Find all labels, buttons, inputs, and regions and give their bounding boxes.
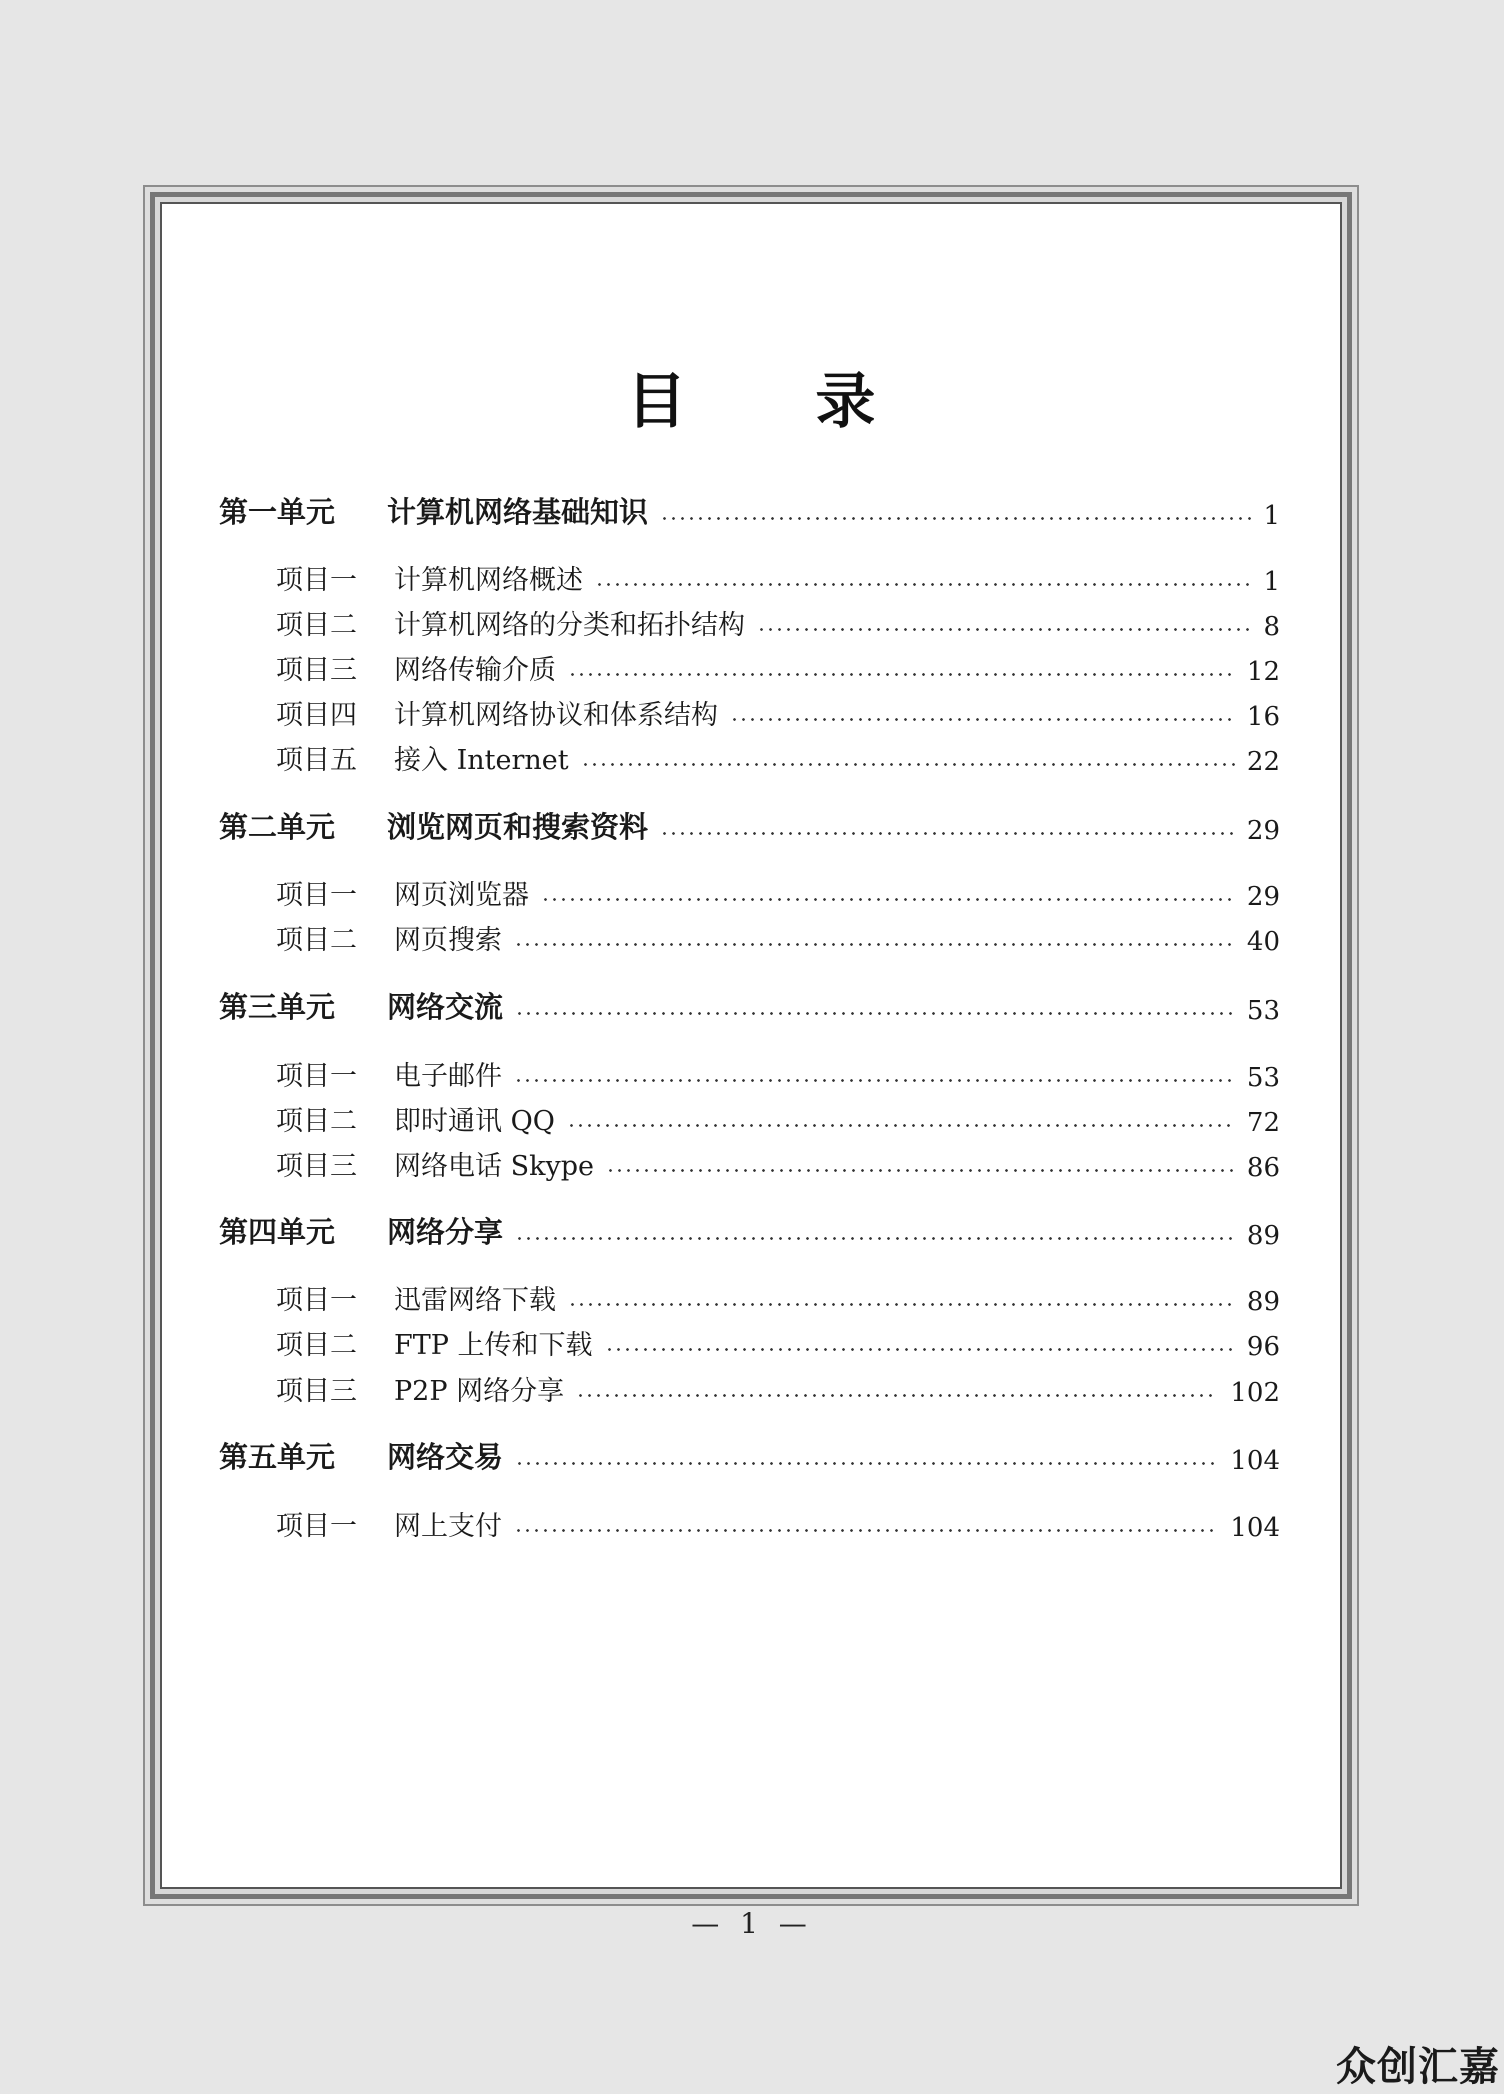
toc-entry-page: 29	[1246, 816, 1280, 846]
toc-entry-title: 网络电话 Skype	[394, 1151, 594, 1182]
toc-entry-page: 102	[1230, 1378, 1280, 1408]
toc-entry-label: 项目二	[276, 925, 357, 956]
table-of-contents	[162, 204, 1340, 1887]
toc-entry-label: 项目一	[276, 565, 357, 596]
toc-entry-label: 项目五	[276, 745, 357, 776]
toc-entry-page: 104	[1230, 1446, 1280, 1476]
toc-item-entry[interactable]	[276, 1364, 1280, 1408]
toc-item-entry[interactable]	[276, 913, 1280, 957]
toc-entry-title: 即时通讯 QQ	[394, 1106, 555, 1137]
toc-dot-leader	[660, 517, 1251, 520]
toc-entry-page: 29	[1246, 882, 1280, 912]
toc-entry-title: 接入 Internet	[394, 745, 569, 776]
toc-item-entry[interactable]	[276, 643, 1280, 687]
toc-dot-leader	[581, 763, 1235, 766]
toc-dot-leader	[568, 673, 1235, 676]
toc-unit-entry[interactable]	[219, 487, 1280, 531]
toc-item-entry[interactable]	[276, 1139, 1280, 1183]
toc-item-entry[interactable]	[276, 688, 1280, 732]
toc-dot-leader	[515, 1462, 1218, 1465]
toc-dot-leader	[514, 943, 1235, 946]
toc-entry-page: 40	[1246, 927, 1280, 957]
toc-entry-title: 网络分享	[387, 1215, 504, 1249]
toc-entry-label: 项目二	[276, 610, 357, 641]
toc-item-entry[interactable]	[276, 1049, 1280, 1093]
toc-item-entry[interactable]	[276, 1499, 1280, 1543]
toc-entry-page: 1	[1263, 567, 1280, 597]
page-content	[160, 202, 1342, 1889]
toc-dot-leader	[567, 1124, 1235, 1127]
toc-entry-label: 项目二	[276, 1330, 357, 1361]
toc-item-entry[interactable]	[276, 553, 1280, 597]
toc-entry-label: 项目四	[276, 700, 357, 731]
toc-entry-page: 53	[1246, 996, 1280, 1026]
toc-entry-title: P2P 网络分享	[394, 1376, 565, 1407]
toc-entry-label: 项目二	[276, 1106, 357, 1137]
toc-entry-page: 53	[1246, 1063, 1280, 1093]
toc-entry-page: 86	[1246, 1153, 1280, 1183]
toc-dot-leader	[605, 1348, 1235, 1351]
toc-entry-label: 第二单元	[219, 810, 336, 844]
toc-entry-label: 第三单元	[219, 990, 336, 1024]
toc-entry-label: 第五单元	[219, 1440, 336, 1474]
toc-entry-title: 网页搜索	[394, 925, 502, 956]
toc-entry-title: 计算机网络概述	[394, 565, 583, 596]
toc-unit-entry[interactable]	[219, 1207, 1280, 1251]
toc-entry-label: 项目三	[276, 1151, 357, 1182]
toc-item-entry[interactable]	[276, 1318, 1280, 1362]
toc-item-entry[interactable]	[276, 733, 1280, 777]
toc-dot-leader	[515, 1237, 1235, 1240]
toc-item-entry[interactable]	[276, 868, 1280, 912]
toc-entry-page: 104	[1230, 1513, 1280, 1543]
toc-dot-leader	[515, 1012, 1235, 1015]
toc-entry-title: 计算机网络协议和体系结构	[394, 700, 718, 731]
page-title: 目 录	[626, 367, 930, 437]
toc-entry-title: 网上支付	[394, 1511, 502, 1542]
toc-entry-page: 89	[1246, 1221, 1280, 1251]
toc-dot-leader	[576, 1394, 1218, 1397]
toc-entry-label: 项目一	[276, 1061, 357, 1092]
toc-dot-leader	[514, 1079, 1235, 1082]
toc-dot-leader	[606, 1169, 1235, 1172]
toc-entry-label: 项目三	[276, 655, 357, 686]
toc-entry-label: 第一单元	[219, 495, 336, 529]
toc-entry-title: 网络交流	[387, 990, 504, 1024]
toc-entry-page: 12	[1246, 657, 1280, 687]
toc-dot-leader	[660, 832, 1235, 835]
toc-entry-label: 第四单元	[219, 1215, 336, 1249]
toc-dot-leader	[568, 1303, 1235, 1306]
toc-entry-title: 计算机网络的分类和拓扑结构	[394, 610, 745, 641]
page-frame-mid	[150, 192, 1352, 1899]
toc-entry-label: 项目三	[276, 1376, 357, 1407]
toc-entry-page: 96	[1246, 1332, 1280, 1362]
toc-entry-title: 网络传输介质	[394, 655, 556, 686]
toc-unit-entry[interactable]	[219, 1432, 1280, 1476]
toc-entry-label: 项目一	[276, 1511, 357, 1542]
toc-entry-title: 迅雷网络下载	[394, 1285, 556, 1316]
toc-entry-title: FTP 上传和下载	[394, 1330, 593, 1361]
toc-item-entry[interactable]	[276, 598, 1280, 642]
toc-entry-label: 项目一	[276, 880, 357, 911]
toc-dot-leader	[541, 898, 1235, 901]
toc-entry-page: 8	[1263, 612, 1280, 642]
toc-entry-page: 72	[1246, 1108, 1280, 1138]
toc-item-entry[interactable]	[276, 1273, 1280, 1317]
toc-item-entry[interactable]	[276, 1094, 1280, 1138]
toc-entry-title: 网络交易	[387, 1440, 504, 1474]
toc-unit-entry[interactable]	[219, 802, 1280, 846]
toc-entry-page: 89	[1246, 1287, 1280, 1317]
page-number-footer: — 1 —	[691, 1907, 813, 1940]
toc-dot-leader	[514, 1529, 1218, 1532]
toc-entry-page: 16	[1246, 702, 1280, 732]
toc-dot-leader	[730, 718, 1235, 721]
page-frame	[143, 185, 1359, 1906]
watermark: 众创汇嘉	[1336, 2044, 1500, 2090]
toc-entry-label: 项目一	[276, 1285, 357, 1316]
toc-entry-title: 浏览网页和搜索资料	[387, 810, 649, 844]
toc-dot-leader	[595, 583, 1251, 586]
toc-entry-title: 计算机网络基础知识	[387, 495, 649, 529]
toc-entry-page: 1	[1263, 501, 1280, 531]
toc-dot-leader	[757, 628, 1251, 631]
toc-entry-page: 22	[1246, 747, 1280, 777]
toc-unit-entry[interactable]	[219, 982, 1280, 1026]
toc-entry-title: 电子邮件	[394, 1061, 502, 1092]
toc-entry-title: 网页浏览器	[394, 880, 529, 911]
